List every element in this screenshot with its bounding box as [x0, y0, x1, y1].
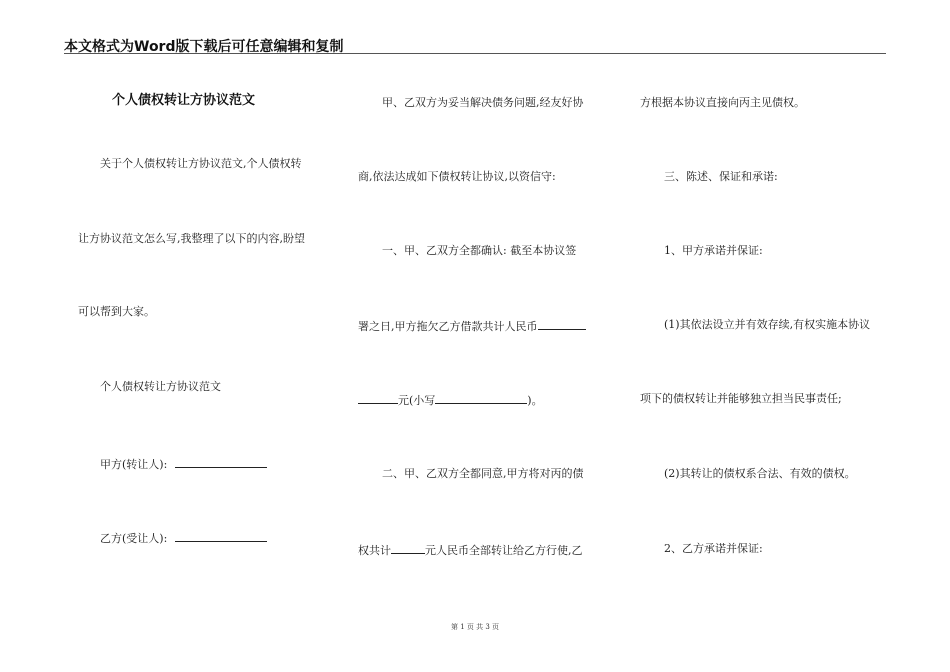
amount-words-blank [358, 392, 398, 404]
paragraph-line: 1、甲方承诺并保证: [664, 244, 763, 257]
clause-text: 署之日,甲方拖欠乙方借款共计人民币 [358, 320, 538, 333]
paragraph-line: (1)其依法设立并有效存续,有权实施本协议 [664, 318, 871, 331]
column-left [0, 0, 320, 672]
document-header: 本文格式为Word版下载后可任意编辑和复制 [64, 39, 344, 55]
paragraph-line [358, 392, 543, 407]
party-b-blank [175, 530, 267, 542]
paragraph-line: 可以帮到大家。 [78, 305, 155, 318]
clause-text: )。 [527, 394, 543, 407]
page-number: 第 1 页 共 3 页 [450, 623, 500, 631]
amount-blank [538, 318, 586, 330]
paragraph-line: 商,依法达成如下债权转让协议,以资信守: [358, 170, 556, 183]
document-title: 个人债权转让方协议范文 [112, 93, 256, 108]
paragraph-line: 二、甲、乙双方全都同意,甲方将对丙的债 [382, 467, 584, 480]
amount-figures-blank [435, 392, 527, 404]
section-heading: 三、陈述、保证和承诺: [664, 170, 778, 183]
party-a-blank [175, 456, 267, 468]
paragraph-line: (2)其转让的债权系合法、有效的债权。 [664, 467, 856, 480]
party-a-label: 甲方(转让人): [100, 458, 171, 471]
paragraph-line: 让方协议范文怎么写,我整理了以下的内容,盼望 [78, 232, 305, 245]
paragraph-line: 甲、乙双方为妥当解决债务问题,经友好协 [382, 96, 584, 109]
party-b-field [100, 530, 267, 545]
paragraph-line: 项下的债权转让并能够独立担当民事责任; [640, 392, 842, 405]
clause-text: 权共计 [358, 544, 391, 557]
clause-text: 元(小写 [398, 394, 436, 407]
column-middle [330, 0, 620, 672]
paragraph-line: 关于个人债权转让方协议范文,个人债权转 [100, 157, 302, 170]
paragraph-line [358, 318, 586, 333]
section-subtitle: 个人债权转让方协议范文 [100, 380, 221, 393]
party-a-field [100, 456, 267, 471]
column-right [630, 0, 920, 672]
claim-amount-blank [391, 542, 425, 554]
paragraph-line: 方根据本协议直接向丙主见债权。 [640, 96, 805, 109]
party-b-label: 乙方(受让人): [100, 532, 171, 545]
clause-text: 元人民币全部转让给乙方行使,乙 [425, 544, 583, 557]
paragraph-line [358, 542, 583, 557]
paragraph-line: 2、乙方承诺并保证: [664, 542, 763, 555]
paragraph-line: 一、甲、乙双方全都确认: 截至本协议签 [382, 244, 577, 257]
